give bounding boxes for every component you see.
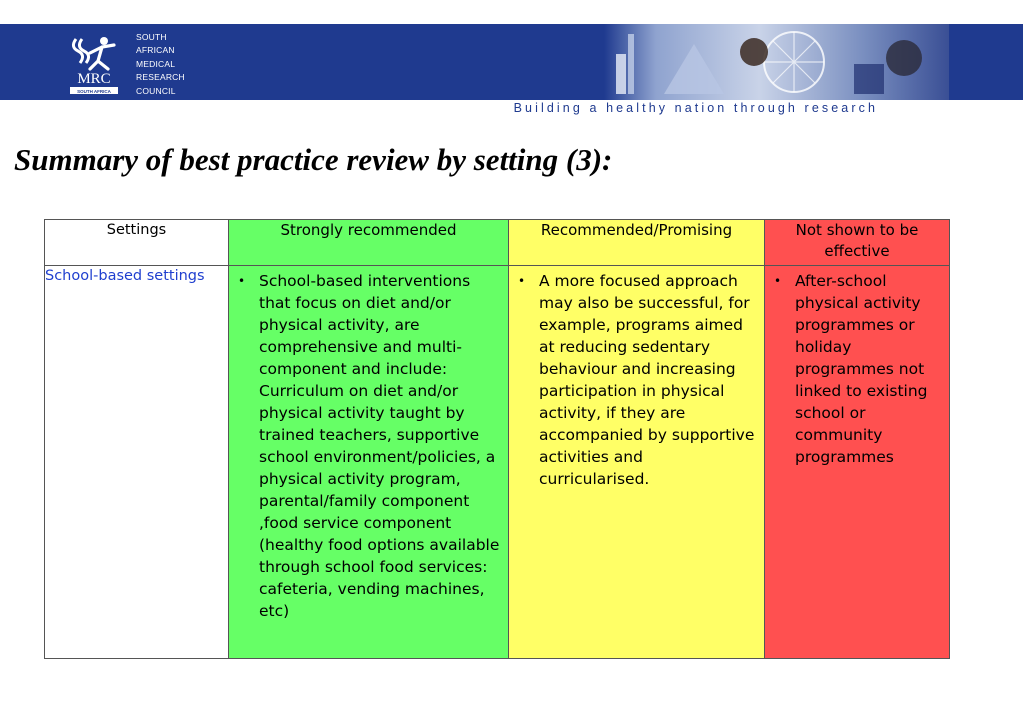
logo-subtext: SOUTH AFRICA	[77, 89, 111, 94]
bullet: •	[774, 274, 782, 288]
cell-recommended-promising	[509, 266, 765, 659]
header-strongly-recommended: Strongly recommended	[229, 220, 509, 266]
cell-setting-school: School-based settings	[45, 266, 229, 659]
header-not-effective: Not shown to be effective	[765, 220, 950, 266]
org-name: SOUTH AFRICAN MEDICAL RESEARCH COUNCIL	[136, 32, 185, 96]
header-settings: Settings	[45, 220, 229, 266]
header-recommended-promising: Recommended/Promising	[509, 220, 765, 266]
logo-acronym: MRC	[77, 71, 111, 87]
slide-title: Summary of best practice review by setting (3):	[14, 142, 613, 177]
bullet: •	[518, 274, 526, 288]
strong-text: School-based interventions that focus on diet and/or physical activity, are comprehensive and multi-component and include: Curriculum on diet and/or physical activity taught by trained teachers, supportive school environment/policies, a physical activity program, parental/family component ,food service component (healthy food options available through school food services: cafeteria, vending machines, etc)	[259, 272, 500, 620]
header-photo-collage	[604, 24, 949, 100]
cell-not-effective	[765, 266, 950, 659]
bullet: •	[238, 274, 246, 288]
tagline: Building a healthy nation through research	[513, 101, 878, 115]
recommended-text: A more focused approach may also be successful, for example, programs aimed at reducing sedentary behaviour and increasing participation in physical activity, if they are accompanied by supportive activities and curricularised.	[539, 272, 755, 488]
mrc-logo	[68, 33, 120, 95]
cell-strongly-recommended	[229, 266, 509, 659]
best-practice-table	[44, 219, 950, 659]
not-effective-text: After-school physical activity programmes or holiday programmes not linked to existing school or community programmes	[795, 272, 928, 466]
